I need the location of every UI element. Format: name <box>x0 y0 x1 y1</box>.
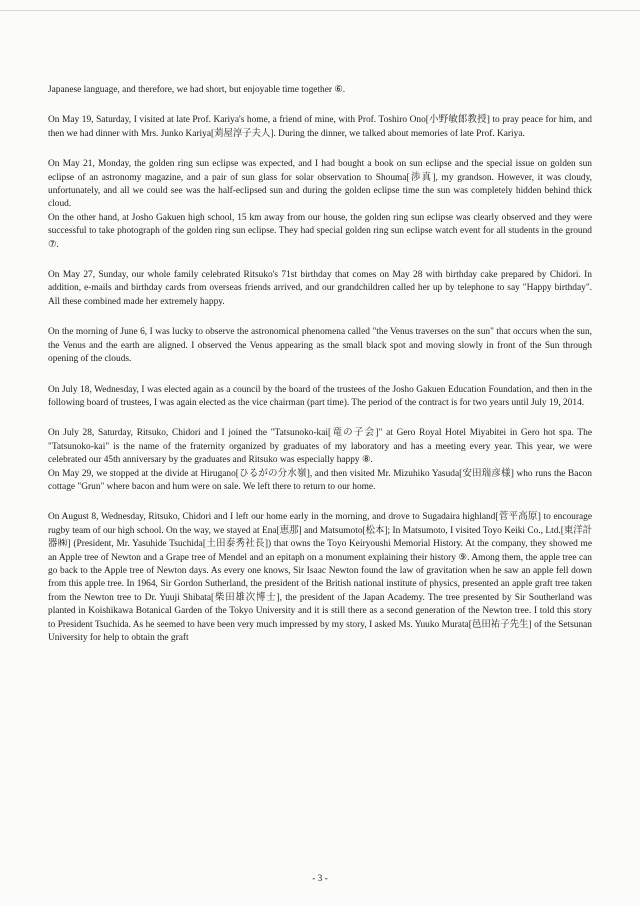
paragraph-may-27: On May 27, Sunday, our whole family celebrated Ritsuko's 71st birthday that comes on May 28 with birthday cake prepared by Chidori. In addition, e-mails and birthday cards from overseas friends arrived, and our grandchildren called her up by telephone to say "Happy birthday". All these combined made her extremely happy. <box>48 270 592 307</box>
paragraph-july-18: On July 18, Wednesday, I was elected again as a council by the board of the trustees of the Josho Gakuen Education Foundation, and then in the following board of trustees, I was again elected as the vice chairman (part time). The period of the contract is for two years until July 19, 2014. <box>48 384 592 408</box>
paragraph-intro-end: Japanese language, and therefore, we had short, but enjoyable time together ⑥. <box>48 85 346 95</box>
paragraph-may-21: On May 21, Monday, the golden ring sun eclipse was expected, and I had bought a book on sun eclipse and the special issue on golden sun eclipse of an astronomy magazine, and a pair of sun glass for solar observation to Shouma[渉真], my grandson. However, it was cloudy, unfortunately, and all we could see was the half-eclipsed sun and during the golden eclipse time the sun was completely hidden behind thick cloud. <box>48 159 592 210</box>
paragraph-may-29: On May 29, we stopped at the divide at Hirugano[ひるがの分水嶺], and then visited Mr. Mizuhiko Yasuda[安田瑞彦様] who runs the Bacon cottage "Grun" where bacon and hum were on sale. We left there to return to our home. <box>48 468 592 492</box>
paragraph-may-19: On May 19, Saturday, I visited at late Prof. Kariya's home, a friend of mine, with Prof. Toshiro Ono[小野敏郎教授] to pray peace for him, and then we had dinner with Mrs. Junko Kariya[苅屋淳子夫人]. During the dinner, we talked about memories of late Prof. Kariya. <box>48 115 592 139</box>
paragraph-june-6: On the morning of June 6, I was lucky to observe the astronomical phenomena called "the Venus traverses on the sun" that occurs when the sun, the Venus and the earth are aligned. I observed the Venus appearing as the small black spot and moving slowly in front of the Sun through opening of the clouds. <box>48 327 592 365</box>
scan-edge <box>0 10 640 11</box>
page-number: - 3 - <box>312 874 328 884</box>
paragraph-august-8: On August 8, Wednesday, Ritsuko, Chidori and I left our home early in the morning, and drove to Sugadaira highland[菅平高原] to encourage rugby team of our high school. On the way, we stayed at Ena[恵那] and Matsumoto[松本]; In Matsumoto, I visited Toyo Keiki Co., Ltd.[東洋計器㈱] (President, Mr. Yasuhide Tsuchida[土田泰秀社長]) that owns the Toyo Keiryoushi Memorial History. At the company, they showed me an Apple tree of Newton and a Grape tree of Mendel and an epitaph on a monument explaining their history ⑨. Among them, the apple tree can go back to the Apple tree of Newton days. As every one knows, Sir Isaac Newton found the law of gravitation when he saw an apple fell down from this apple tree. In 1964, Sir Gordon Sutherland, the president of the British national institute of physics, presented an apple graft tree taken from the Newton tree to Dr. Yuuji Shibata[柴田雄次博士], the president of the Japan Academy. The tree presented by Sir Southerland was planted in Koishikawa Botanical Garden of the Tokyo University and it is still there as a second generation of the Newton tree. I told this story to President Tsuchida. As he seemed to have been very much impressed by my story, I asked Ms. Yuuko Murata[邑田祐子先生] of the Setsunan University for help to obtain the graft <box>48 512 592 643</box>
paragraph-july-28: On July 28, Saturday, Ritsuko, Chidori and I joined the "Tatsunoko-kai[竜の子会]" at Gero Royal Hotel Miyabitei in Gero hot spa. The "Tatsunoko-kai" is the name of the fraternity organized by graduates of my laboratory and has a meeting every year. This year, we were celebrated our 45th anniversary by the graduates and Ritsuko was especially happy ⑧. <box>48 428 592 466</box>
document-body <box>48 84 592 645</box>
paragraph-josho-eclipse: On the other hand, at Josho Gakuen high school, 15 km away from our house, the golden ring sun eclipse was clearly observed and they were successful to take photograph of the golden ring sun eclipse. They had special golden ring sun eclipse watch event for all students in the ground ⑦. <box>48 212 592 250</box>
